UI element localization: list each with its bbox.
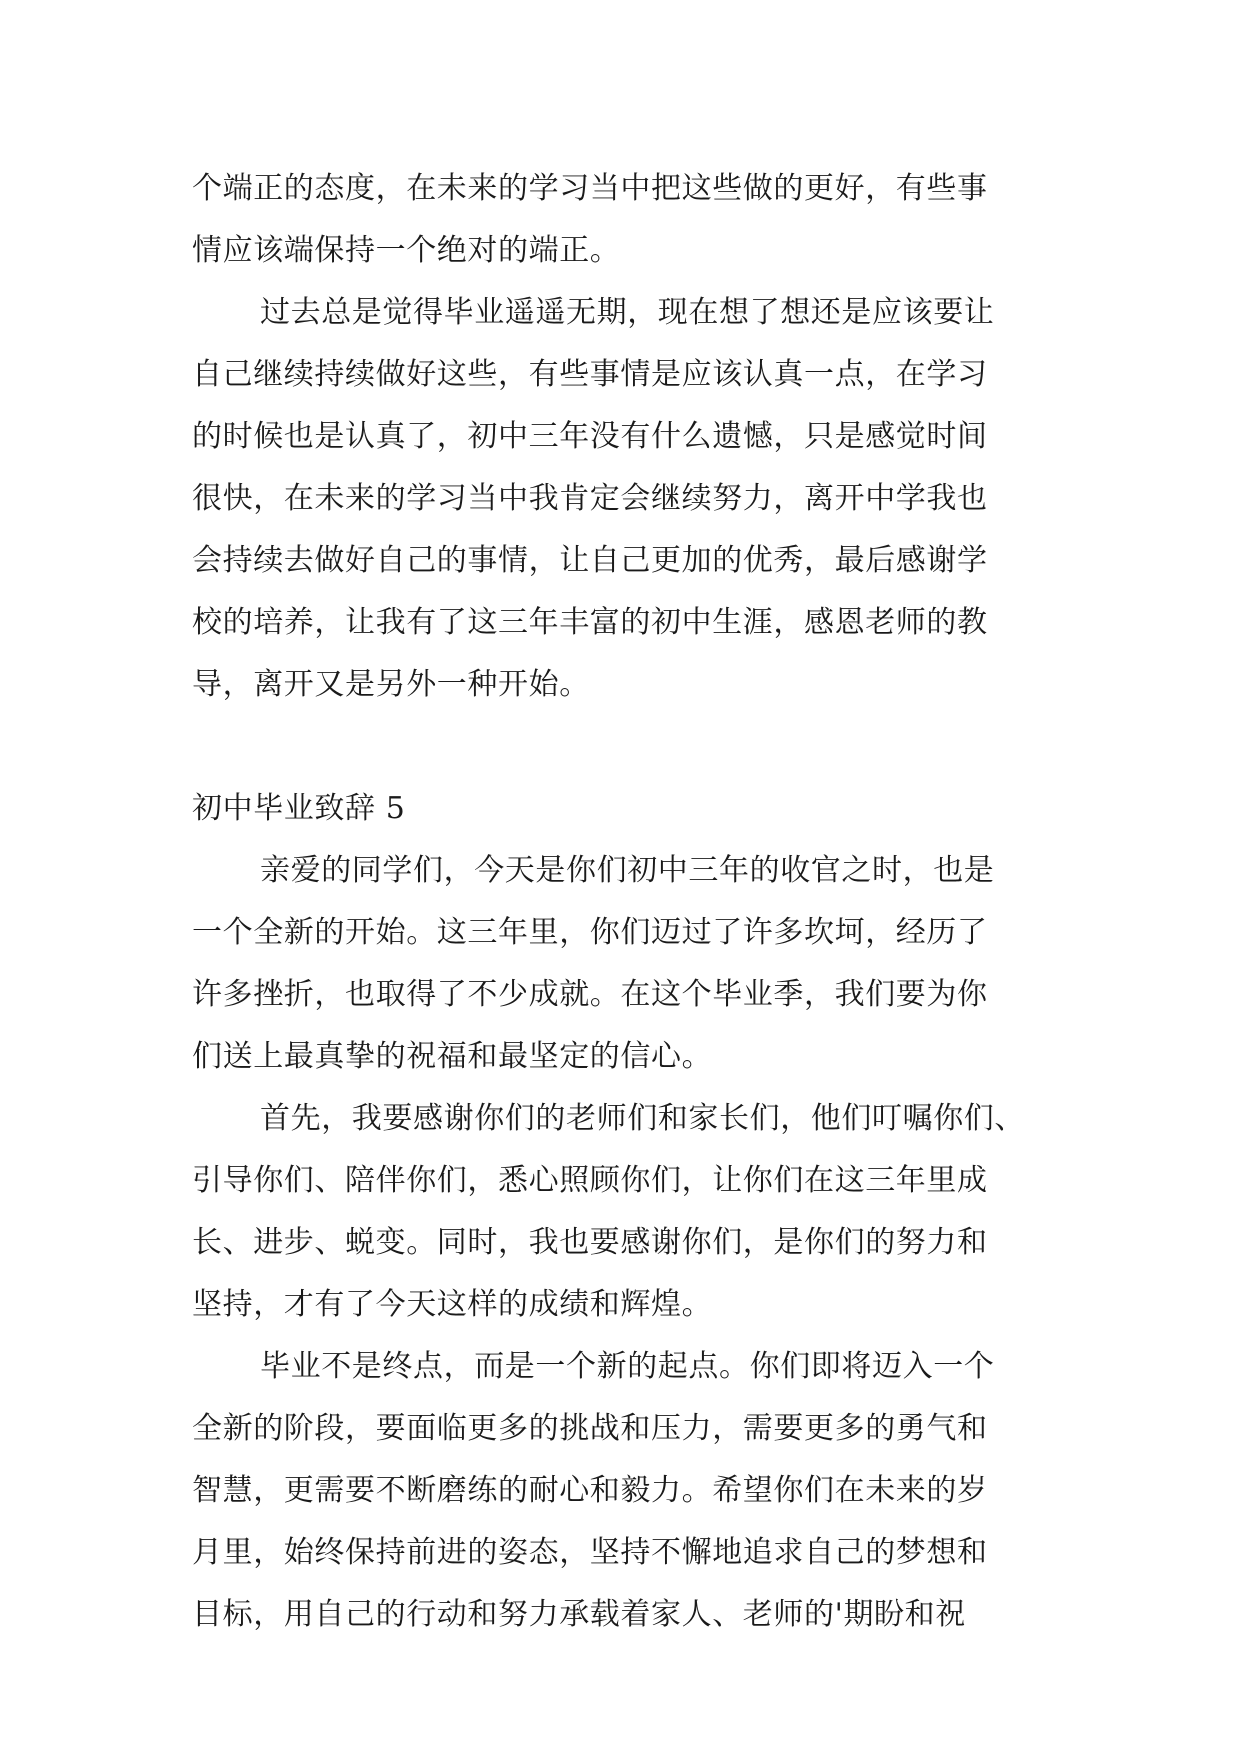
text-line: 坚持，才有了今天这样的成绩和辉煌。	[192, 1287, 713, 1322]
paragraph-first-line: 过去总是觉得毕业遥遥无期，现在想了想还是应该要让	[260, 295, 995, 330]
text-line: 校的培养，让我有了这三年丰富的初中生涯，感恩老师的教	[192, 605, 988, 640]
paragraph-first-line: 毕业不是终点，而是一个新的起点。你们即将迈入一个	[260, 1349, 995, 1384]
text-line: 导，离开又是另外一种开始。	[192, 667, 590, 702]
section-title: 初中毕业致辞 5	[192, 791, 406, 826]
text-line: 个端正的态度，在未来的学习当中把这些做的更好，有些事	[192, 171, 988, 206]
text-line: 月里，始终保持前进的姿态，坚持不懈地追求自己的梦想和	[192, 1535, 988, 1570]
text-line: 长、进步、蜕变。同时，我也要感谢你们，是你们的努力和	[192, 1225, 988, 1260]
text-line: 情应该端保持一个绝对的端正。	[192, 233, 621, 268]
text-line: 们送上最真挚的祝福和最坚定的信心。	[192, 1039, 713, 1074]
document-body	[192, 158, 1050, 1646]
paragraph-first-line: 首先，我要感谢你们的老师们和家长们，他们叮嘱你们、	[260, 1101, 1025, 1136]
text-line: 会持续去做好自己的事情，让自己更加的优秀，最后感谢学	[192, 543, 988, 578]
text-line: 一个全新的开始。这三年里，你们迈过了许多坎坷，经历了	[192, 915, 988, 950]
text-line: 很快，在未来的学习当中我肯定会继续努力，离开中学我也	[192, 481, 988, 516]
text-line: 引导你们、陪伴你们，悉心照顾你们，让你们在这三年里成	[192, 1163, 988, 1198]
text-line: 全新的阶段，要面临更多的挑战和压力，需要更多的勇气和	[192, 1411, 988, 1446]
paragraph-first-line: 亲爱的同学们，今天是你们初中三年的收官之时，也是	[260, 853, 995, 888]
text-line: 智慧，更需要不断磨练的耐心和毅力。希望你们在未来的岁	[192, 1473, 988, 1508]
text-line: 目标，用自己的行动和努力承载着家人、老师的'期盼和祝	[192, 1597, 966, 1632]
section-spacer	[192, 716, 1050, 778]
text-line: 自己继续持续做好这些，有些事情是应该认真一点，在学习	[192, 357, 988, 392]
text-line: 许多挫折，也取得了不少成就。在这个毕业季，我们要为你	[192, 977, 988, 1012]
text-line: 的时候也是认真了，初中三年没有什么遗憾，只是感觉时间	[192, 419, 988, 454]
